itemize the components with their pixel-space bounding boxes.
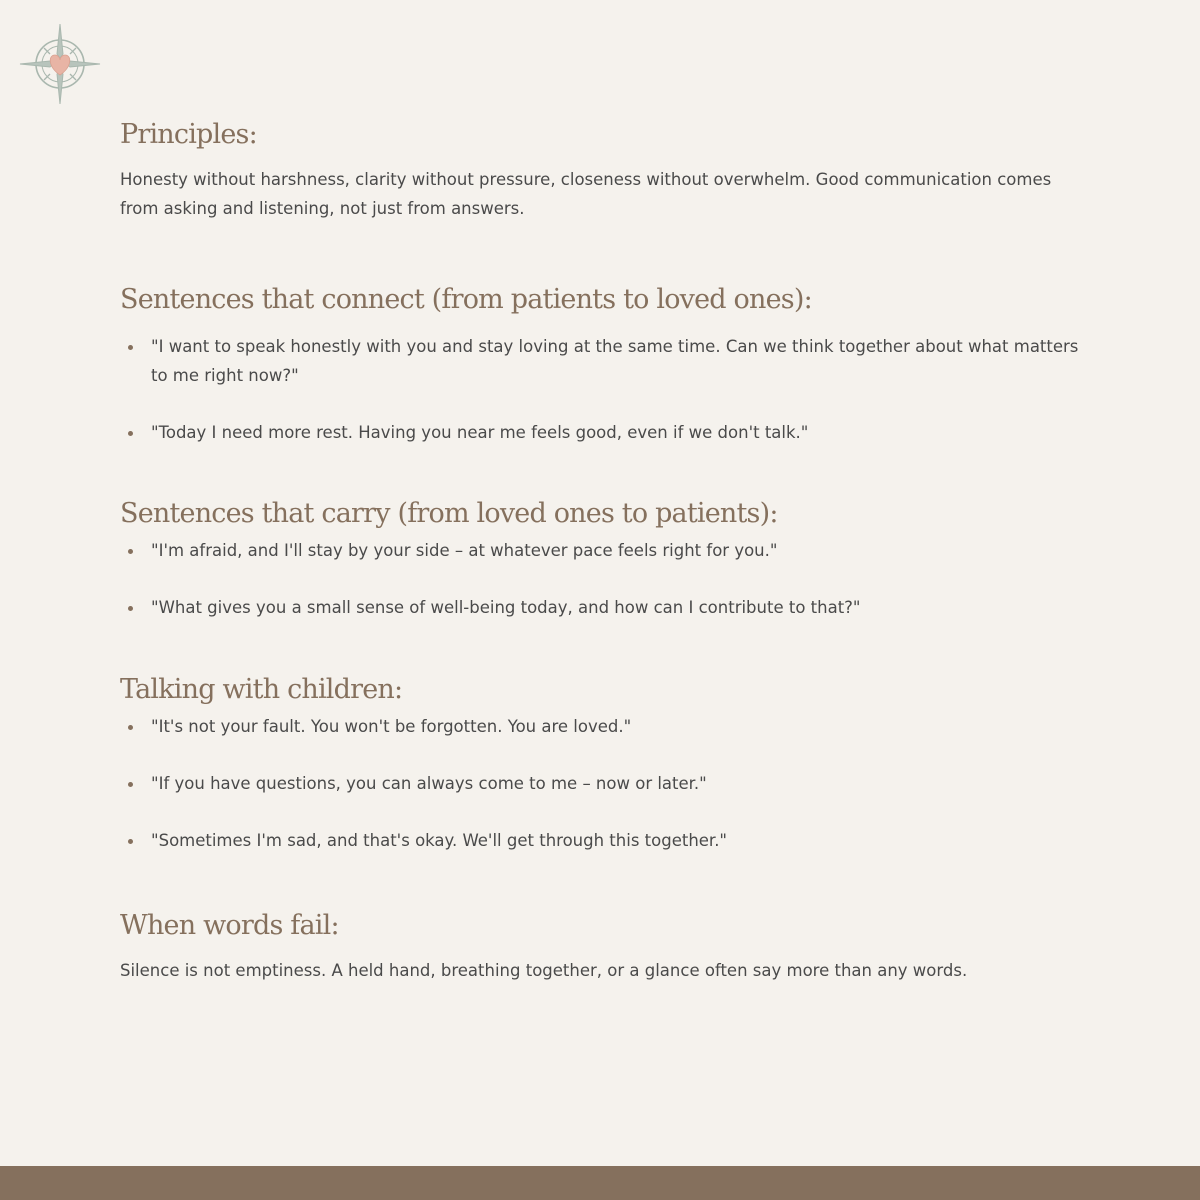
principles-text: Honesty without harshness, clarity without pressure, closeness without overwhelm. Good communication comes from asking and listening, not just from answers.: [120, 170, 1052, 218]
silence-text: Silence is not emptiness. A held hand, breathing together, or a glance often say more than any words.: [120, 961, 968, 980]
list-item-text: "What gives you a small sense of well-being today, and how can I contribute to that?": [151, 598, 861, 617]
connect-list: [120, 333, 1080, 447]
list-item: [120, 537, 1080, 566]
main-content: [120, 118, 1080, 986]
carry-heading: Sentences that carry (from loved ones to patients):: [120, 498, 778, 529]
list-item-text: "Sometimes I'm sad, and that's okay. We'll get through this together.": [151, 830, 728, 850]
children-list: [120, 713, 1080, 856]
list-item: [120, 770, 1080, 799]
list-item: [120, 713, 1080, 742]
children-section: [120, 673, 1080, 856]
list-item: [120, 333, 1080, 390]
bullet-icon: [128, 782, 133, 787]
footer-bar: [0, 1166, 1200, 1200]
bullet-icon: [128, 549, 133, 554]
connect-heading: Sentences that connect (from patients to loved ones):: [120, 284, 812, 315]
carry-section: [120, 497, 1080, 623]
list-item-text: "I want to speak honestly with you and stay loving at the same time. Can we think together about what matters to me right now?": [151, 337, 1079, 385]
list-item-text: "It's not your fault. You won't be forgotten. You are loved.": [151, 716, 632, 736]
connect-section: [120, 283, 1080, 447]
bullet-icon: [128, 839, 133, 844]
list-item: [120, 419, 1080, 448]
list-item-text: "If you have questions, you can always come to me – now or later.": [151, 773, 707, 793]
compass-heart-logo-icon: [18, 22, 102, 106]
principles-section: [120, 118, 1080, 223]
list-item: [120, 594, 1080, 623]
bullet-icon: [128, 431, 133, 436]
bullet-icon: [128, 725, 133, 730]
silence-heading: When words fail:: [120, 910, 339, 941]
list-item-text: "I'm afraid, and I'll stay by your side – at whatever pace feels right for you.": [151, 541, 778, 560]
children-heading: Talking with children:: [120, 673, 403, 705]
list-item: [120, 827, 1080, 856]
principles-heading: Principles:: [120, 119, 257, 150]
bullet-icon: [128, 345, 133, 350]
list-item-text: "Today I need more rest. Having you near me feels good, even if we don't talk.": [151, 422, 809, 442]
bullet-icon: [128, 606, 133, 611]
carry-list: [120, 537, 1080, 623]
silence-section: [120, 909, 1080, 986]
